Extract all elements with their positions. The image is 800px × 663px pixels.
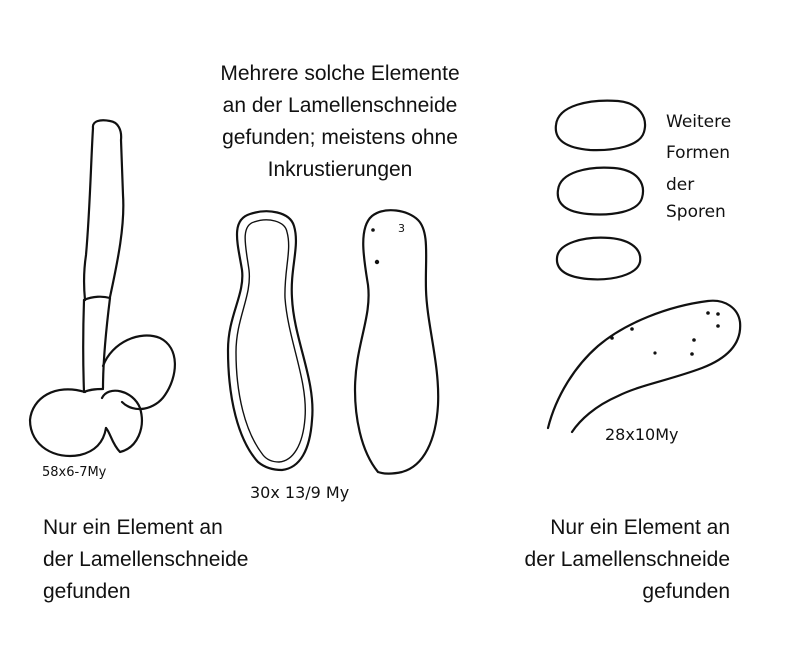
incrustation-dot — [610, 336, 614, 340]
spores-label-line-4: Sporen — [666, 202, 726, 222]
left-element-left-swelling — [30, 389, 106, 456]
spores-label-line-1: Weitere — [666, 112, 732, 132]
incrustation-dot — [653, 351, 656, 354]
left-measurement-label: 58x6-7My — [42, 465, 107, 480]
spore-2 — [558, 168, 643, 215]
spore-1 — [556, 101, 645, 150]
left-element-septum-1 — [84, 297, 110, 300]
bottom-right-note — [450, 512, 730, 608]
incrustation-dot — [375, 260, 379, 264]
incrustation-dot — [716, 312, 720, 316]
bottom-right-note-line-1: Nur ein Element an — [550, 516, 730, 539]
left-element-septum-2 — [84, 389, 103, 392]
bottom-left-note-line-2: der Lamellenschneide — [43, 548, 249, 571]
middle-element-right-drawing — [355, 210, 438, 473]
bottom-right-note-line-3: gefunden — [642, 580, 730, 603]
top-note-line-4: Inkrustierungen — [267, 158, 413, 181]
spores-label-line-2: Formen — [666, 143, 731, 163]
right-element-drawing — [548, 301, 740, 432]
top-note-line-2: an der Lamellenschneide — [222, 94, 458, 117]
left-element-middle-cell — [83, 298, 110, 392]
middle-element-left-drawing — [228, 211, 312, 470]
bottom-left-note — [43, 512, 248, 608]
bottom-left-note-line-1: Nur ein Element an — [43, 516, 223, 539]
incrustation-dot — [706, 311, 710, 315]
middle-element-left-outer — [228, 211, 312, 470]
right-element-outline — [548, 301, 740, 432]
right-measurement-label: 28x10My — [605, 425, 679, 444]
spore-3 — [557, 238, 640, 280]
top-note-line-1: Mehrere solche Elemente — [220, 62, 460, 85]
top-note-line-3: gefunden; meistens ohne — [222, 126, 458, 149]
top-note — [180, 58, 500, 186]
middle-element-right-outline — [355, 210, 438, 473]
bottom-right-note-line-2: der Lamellenschneide — [524, 548, 730, 571]
incrustation-dot — [692, 338, 696, 342]
left-element-lower-swelling — [102, 391, 142, 452]
left-element-drawing — [30, 120, 175, 456]
left-element-right-swelling — [103, 336, 175, 410]
spores-label-line-3: der — [666, 175, 695, 195]
incrustation-dot — [630, 327, 634, 331]
bottom-left-note-line-3: gefunden — [43, 580, 131, 603]
middle-measurement-label: 30x 13/9 My — [250, 483, 350, 502]
incrustation-dot — [716, 324, 720, 328]
spores-drawing — [556, 101, 645, 280]
left-element-upper-cell — [84, 120, 123, 300]
incrustation-dot — [371, 228, 375, 232]
hand-mark: 3 — [398, 222, 405, 235]
incrustation-dot — [690, 352, 694, 356]
